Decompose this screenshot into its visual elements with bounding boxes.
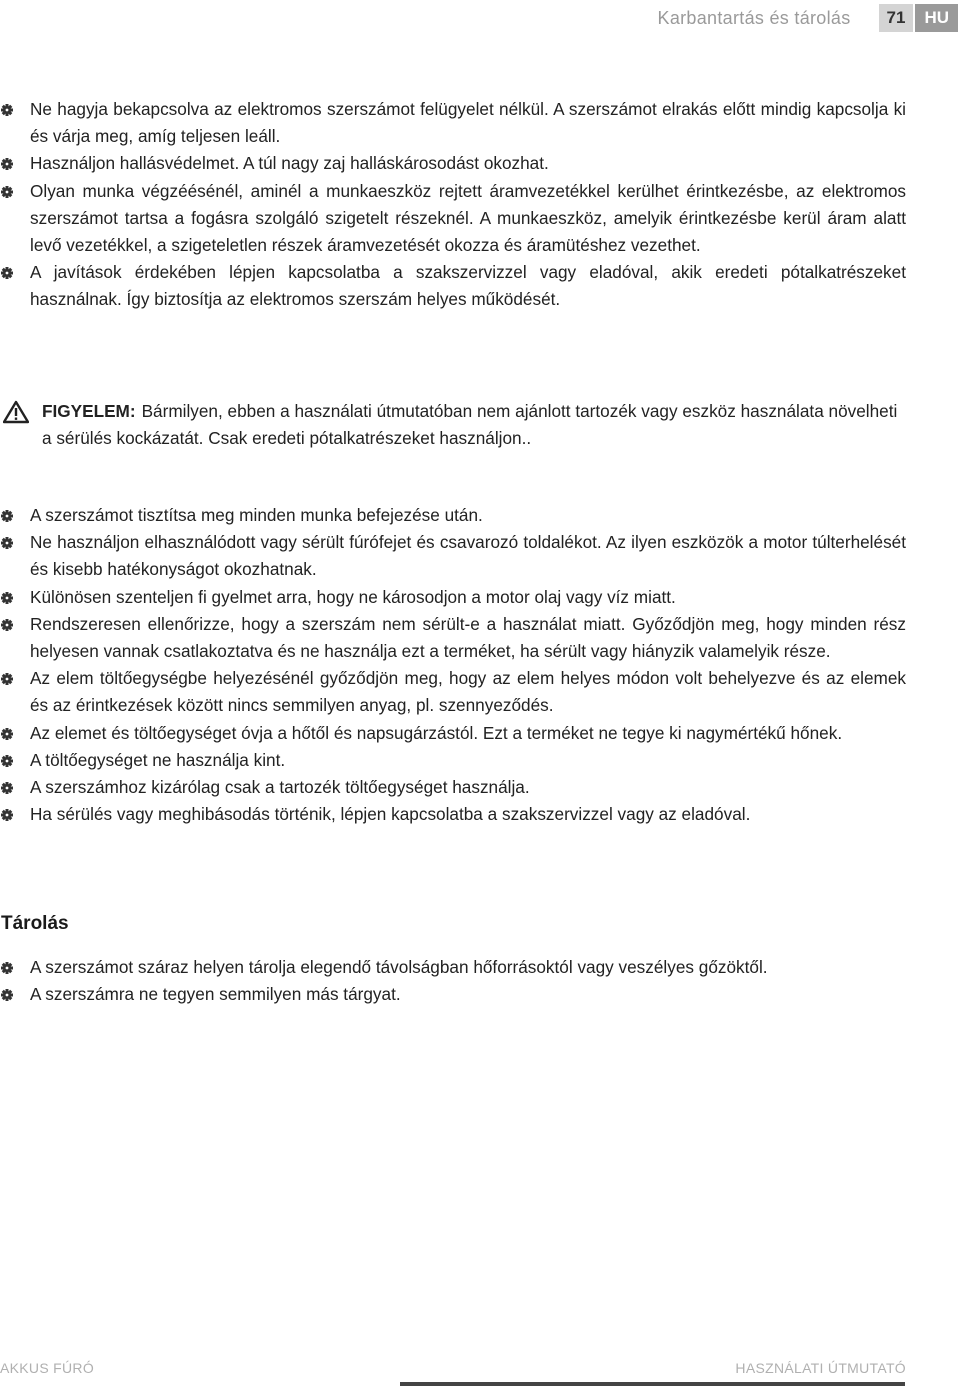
list-item: Az elemet és töltőegységet óvja a hőtől és napsugárzástól. Ezt a terméket ne tegye ki nagymértékű hőnek. xyxy=(0,720,906,747)
list-item: Az elem töltőegységbe helyezésénél győződjön meg, hogy az elem helyes módon volt behelyezve és az elemek és az érintkezések között nincs semmilyen anyag, pl. szennyeződés. xyxy=(0,665,906,719)
list-item: A szerszámhoz kizárólag csak a tartozék töltőegységet használja. xyxy=(0,774,906,801)
page-header xyxy=(658,4,958,32)
gear-bullet-icon xyxy=(1,537,13,549)
section-title: Karbantartás és tárolás xyxy=(657,7,851,28)
bullets-top xyxy=(0,96,906,314)
gear-bullet-icon xyxy=(1,673,13,685)
list-item: A töltőegységet ne használja kint. xyxy=(0,747,906,774)
list-item: Ne használjon elhasználódott vagy sérült fúrófejet és csavarozó toldalékot. Az ilyen eszközök a motor túlterhelését és kisebb hatékonyságot okozhatnak. xyxy=(0,529,906,583)
gear-bullet-icon xyxy=(1,619,13,631)
list-item: A szerszámot száraz helyen tárolja elegendő távolságban hőforrásoktól vagy veszélyes gőzöktől. xyxy=(0,954,906,981)
list-item: A szerszámra ne tegyen semmilyen más tárgyat. xyxy=(0,981,906,1008)
gear-bullet-icon xyxy=(1,755,13,767)
bullets-storage xyxy=(0,954,906,1008)
warning-triangle-icon xyxy=(3,400,29,424)
warning-label: FIGYELEM: xyxy=(42,401,136,421)
gear-bullet-icon xyxy=(1,104,13,116)
list-item: A javítások érdekében lépjen kapcsolatba a szakszervizzel vagy eladóval, akik eredeti pótalkatrészeket használnak. Így biztosítja az elektromos szerszám helyes működését. xyxy=(0,259,906,313)
list-item: Különösen szenteljen fi gyelmet arra, hogy ne károsodjon a motor olaj vagy víz miatt. xyxy=(0,584,906,611)
bullets-middle xyxy=(0,502,906,828)
gear-bullet-icon xyxy=(1,989,13,1001)
list-item: Ha sérülés vagy meghibásodás történik, lépjen kapcsolatba a szakszervizzel vagy az eladóval. xyxy=(0,801,906,828)
gear-bullet-icon xyxy=(1,186,13,198)
gear-bullet-icon xyxy=(1,592,13,604)
footer-manual: HASZNÁLATI ÚTMUTATÓ xyxy=(735,1360,906,1376)
gear-bullet-icon xyxy=(1,158,13,170)
warning-block xyxy=(0,398,906,453)
language-badge: HU xyxy=(915,4,958,32)
list-item: Használjon hallásvédelmet. A túl nagy zaj halláskárosodást okozhat. xyxy=(0,150,906,177)
list-item: Olyan munka végzéésénél, aminél a munkaeszköz rejtett áramvezetékkel kerülhet érintkezésbe, az elektromos szerszámot tartsa a fogásra szolgáló szigetelt részeknél. A munkaeszköz, amelyik érintkezésbe kerül áram alatt levő vezetékkel, a szigeteletlen részek áramvezetését okozza és áramütéshez vezethet. xyxy=(0,178,906,260)
gear-bullet-icon xyxy=(1,267,13,279)
footer-rule xyxy=(400,1382,905,1386)
gear-bullet-icon xyxy=(1,782,13,794)
page-number: 71 xyxy=(879,4,914,32)
footer-product: AKKUS FÚRÓ xyxy=(0,1360,95,1376)
gear-bullet-icon xyxy=(1,809,13,821)
list-item: A szerszámot tisztítsa meg minden munka befejezése után. xyxy=(0,502,906,529)
gear-bullet-icon xyxy=(1,962,13,974)
gear-bullet-icon xyxy=(1,728,13,740)
list-item: Ne hagyja bekapcsolva az elektromos szerszámot felügyelet nélkül. A szerszámot elrakás előtt mindig kapcsolja ki és várja meg, amíg teljesen leáll. xyxy=(0,96,906,150)
storage-heading: Tárolás xyxy=(1,913,69,934)
gear-bullet-icon xyxy=(1,510,13,522)
page-footer xyxy=(0,1360,906,1376)
list-item: Rendszeresen ellenőrizze, hogy a szerszám nem sérült-e a használat miatt. Győződjön meg, hogy minden rész helyesen vannak csatlakoztatva és ne használja ezt a terméket, ha sérült vagy hiányzik valamelyik része. xyxy=(0,611,906,665)
warning-text: Bármilyen, ebben a használati útmutatóban nem ajánlott tartozék vagy eszköz használata növelheti a sérülés kockázatát. Csak eredeti pótalkatrészeket használjon.. xyxy=(42,401,898,449)
